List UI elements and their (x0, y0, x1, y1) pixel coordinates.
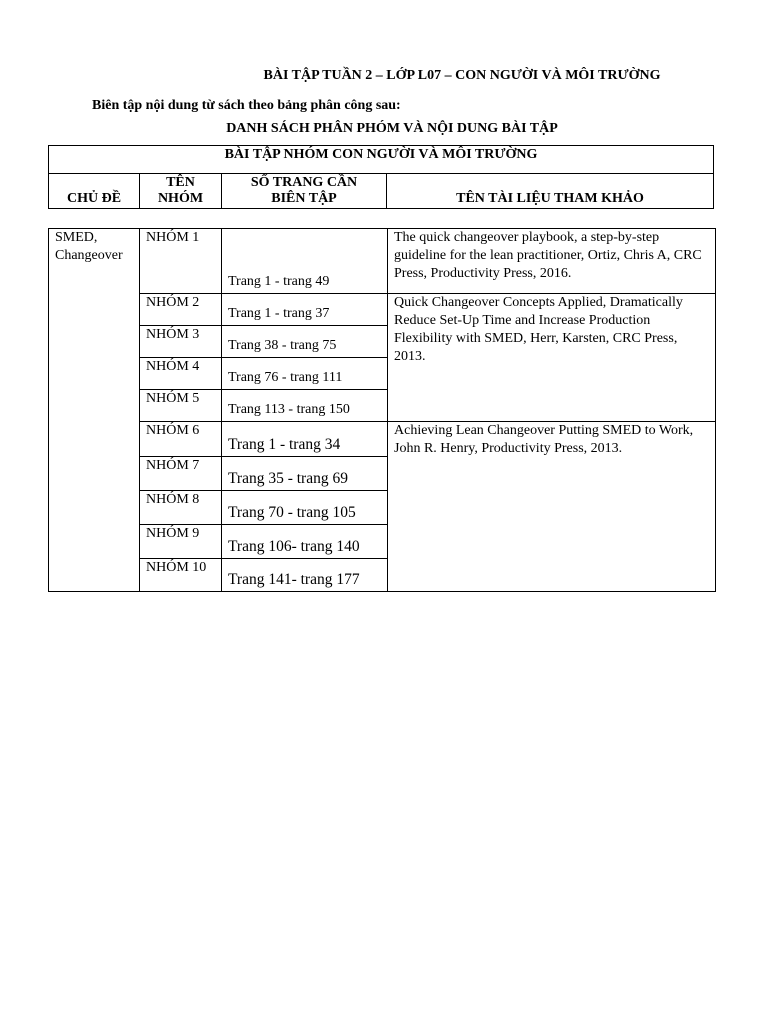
assignment-table (48, 228, 716, 592)
header-group-line2: NHÓM (157, 191, 204, 206)
header-group-line1: TÊN (166, 175, 195, 190)
group-cell: NHÓM 8 (140, 491, 222, 525)
topic-cell (49, 229, 140, 592)
header-group (140, 174, 222, 209)
document-title: BÀI TẬP TUẦN 2 – LỚP L07 – CON NGƯỜI VÀ MÔI TRƯỜNG (263, 68, 661, 83)
table-row (49, 229, 716, 294)
pages-cell: Trang 113 - trang 150 (222, 390, 388, 422)
header-pages-line2: BIÊN TẬP (271, 191, 337, 206)
group-cell: NHÓM 3 (140, 326, 222, 358)
reference-cell: Quick Changeover Concepts Applied, Dramatically Reduce Set-Up Time and Increase Production Flexibility with SMED, Herr, Karsten, CRC Press, 2013. (388, 294, 716, 422)
reference-cell: Achieving Lean Changeover Putting SMED to Work, John R. Henry, Productivity Press, 2013. (388, 422, 716, 592)
header-pages-line1: SỐ TRANG CẦN (250, 175, 358, 190)
pages-cell: Trang 76 - trang 111 (222, 358, 388, 390)
header-pages (222, 174, 387, 209)
table-band-title: BÀI TẬP NHÓM CON NGƯỜI VÀ MÔI TRƯỜNG (49, 146, 714, 174)
header-topic: CHỦ ĐỀ (49, 174, 140, 209)
pages-cell: Trang 141- trang 177 (222, 559, 388, 592)
group-cell: NHÓM 6 (140, 422, 222, 457)
pages-cell: Trang 38 - trang 75 (222, 326, 388, 358)
header-table (48, 145, 714, 209)
intro-text: Biên tập nội dung từ sách theo bảng phân công sau: (92, 98, 401, 113)
group-cell: NHÓM 2 (140, 294, 222, 326)
group-cell: NHÓM 4 (140, 358, 222, 390)
reference-cell: The quick changeover playbook, a step-by-step guideline for the lean practitioner, Ortiz, Chris A, CRC Press, Productivity Press, 2016. (388, 229, 716, 294)
topic-line1: SMED, (55, 230, 98, 245)
header-reference: TÊN TÀI LIỆU THAM KHẢO (387, 174, 714, 209)
group-cell: NHÓM 10 (140, 559, 222, 592)
pages-cell: Trang 1 - trang 49 (222, 229, 388, 294)
group-cell: NHÓM 7 (140, 457, 222, 491)
list-title: DANH SÁCH PHÂN PHÓM VÀ NỘI DUNG BÀI TẬP (226, 121, 558, 136)
pages-cell: Trang 106- trang 140 (222, 525, 388, 559)
table-row (49, 422, 716, 457)
pages-cell: Trang 1 - trang 37 (222, 294, 388, 326)
pages-cell: Trang 35 - trang 69 (222, 457, 388, 491)
group-cell: NHÓM 1 (140, 229, 222, 294)
pages-cell: Trang 1 - trang 34 (222, 422, 388, 457)
pages-cell: Trang 70 - trang 105 (222, 491, 388, 525)
table-row (49, 294, 716, 326)
group-cell: NHÓM 9 (140, 525, 222, 559)
group-cell: NHÓM 5 (140, 390, 222, 422)
topic-line2: Changeover (55, 248, 123, 263)
